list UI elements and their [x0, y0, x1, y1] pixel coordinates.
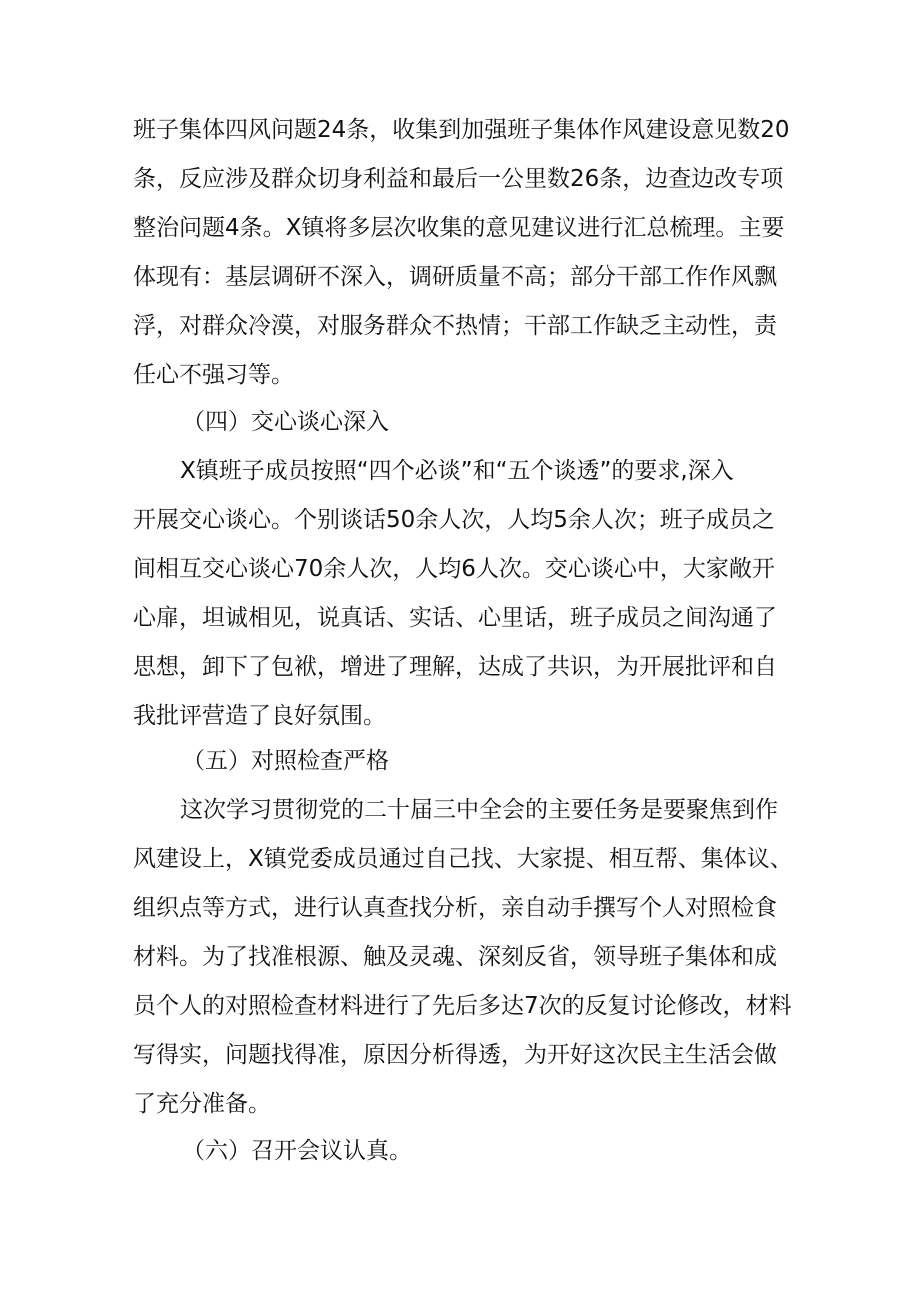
body-line: 组织点等方式，进行认真查找分析，亲自动手撰写个人对照检食 [133, 895, 777, 921]
body-line: 任心不强习等。 [133, 362, 294, 388]
section-heading-five: （五）对照检查严格 [182, 748, 389, 774]
body-line: 开展交心谈心。个别谈话50余人次，人均5余人次；班子成员之 [133, 507, 775, 533]
body-line: 员个人的对照检查材料进行了先后多达7次的反复讨论修改，材料 [133, 993, 792, 1019]
body-line: 写得实，问题找得准，原因分析得透，为开好这次民主生活会做 [133, 1042, 777, 1068]
body-line: 思想，卸下了包袱，增进了理解，达成了共识，为开展批评和自 [133, 654, 777, 680]
body-line: 这次学习贯彻党的二十届三中全会的主要任务是要聚焦到作 [180, 797, 778, 823]
body-line: 材料。为了找准根源、触及灵魂、深刻反省，领导班子集体和成 [133, 944, 777, 970]
body-line: 浮，对群众冷漠，对服务群众不热情；干部工作缺乏主动性，责 [133, 313, 777, 339]
body-line: 条，反应涉及群众切身利益和最后一公里数26条，边查边改专项 [133, 166, 784, 192]
body-line: 了充分准备。 [133, 1091, 271, 1117]
body-line: 心扉，坦诚相见，说真话、实话、心里话，班子成员之间沟通了 [133, 605, 777, 631]
section-heading-six: （六）召开会议认真。 [182, 1138, 412, 1164]
body-line: 我批评营造了良好氛围。 [133, 703, 386, 729]
body-line: 体现有：基层调研不深入，调研质量不高；部分干部工作作风飘 [133, 264, 777, 290]
body-line: 班子集体四风问题24条，收集到加强班子集体作风建设意见数20 [133, 117, 790, 143]
body-line: X镇班子成员按照“四个必谈”和“五个谈透”的要求,深入 [180, 458, 734, 484]
body-line: 风建设上，X镇党委成员通过自己找、大家提、相互帮、集体议、 [133, 846, 793, 872]
body-line: 间相互交心谈心70余人次，人均6人次。交心谈心中，大家敞开 [133, 556, 775, 582]
body-line: 整治问题4条。X镇将多层次收集的意见建议进行汇总梳理。主要 [133, 215, 785, 241]
section-heading-four: （四）交心谈心深入 [182, 409, 389, 435]
